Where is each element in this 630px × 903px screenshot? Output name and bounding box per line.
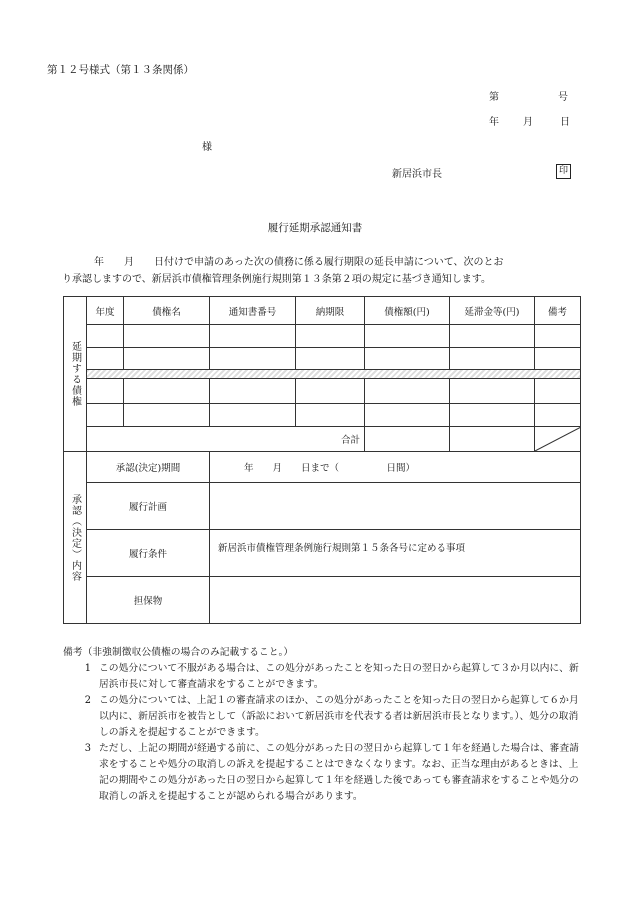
header-year: 年 (489, 117, 499, 128)
diagonal-line (535, 427, 581, 451)
table-row (64, 379, 581, 404)
form-number: 第１２号様式（第１３条関係） (47, 64, 194, 76)
issuer-name: 新居浜市長 (392, 169, 442, 180)
col-header-year: 年度 (87, 297, 124, 325)
total-amount (365, 427, 450, 452)
col-header-amount: 債権額(円) (365, 297, 450, 325)
plan-value (210, 483, 581, 530)
notes-section (63, 645, 585, 805)
intro-part2: り承認しますので、新居浜市債権管理条例施行規則第１３条第２項の規定に基づき通知します。 (62, 274, 491, 285)
omission-wave (64, 370, 581, 379)
collateral-value (210, 577, 581, 624)
header-day: 日 (560, 117, 570, 128)
total-late-fee (450, 427, 535, 452)
addressee-suffix: 様 (202, 142, 212, 153)
period-value: 年 月 日まで（ 日間） (210, 452, 581, 483)
conditions-value: 新居浜市債権管理条例施行規則第１５条各号に定める事項 (210, 530, 581, 577)
wave-break (87, 370, 580, 378)
period-label: 承認(決定)期間 (87, 452, 210, 483)
document-title: 履行延期承認通知書 (267, 222, 363, 234)
total-remarks-slash (535, 427, 581, 452)
header-go: 号 (558, 92, 568, 103)
plan-label: 履行計画 (87, 483, 210, 530)
total-row (64, 427, 581, 452)
header-dai: 第 (489, 92, 499, 103)
header-month: 月 (523, 117, 533, 128)
section-label-deferred: 延期する債権 (64, 297, 87, 452)
col-header-late-fee: 延滞金等(円) (450, 297, 535, 325)
conditions-label: 履行条件 (87, 530, 210, 577)
col-header-remarks: 備考 (535, 297, 581, 325)
table-row (64, 348, 581, 370)
note-item (63, 661, 585, 693)
note-text: この処分については、上記１の審査請求のほか、この処分があったことを知った日の翌日から起算して６か月以内に、新居浜市を被告として（訴訟において新居浜市を代表する者は新居浜市長となります。）、処分の取消しの訴えを提起することができます。 (99, 695, 579, 738)
total-label: 合計 (87, 427, 365, 452)
table-row (64, 325, 581, 348)
note-number: 1 (84, 663, 91, 674)
intro-part1: 年 月 日付けで申請のあった次の債務に係る履行期限の延長申請について、次のとお (94, 257, 504, 268)
note-number: 2 (84, 695, 91, 706)
seal-mark: 印 (556, 164, 571, 179)
note-item (63, 693, 585, 741)
col-header-notice-number: 通知書番号 (210, 297, 296, 325)
col-header-debt-name: 債権名 (124, 297, 210, 325)
note-text: ただし、上記の期間が経過する前に、この処分があった日の翌日から起算して１年を経過した場合は、審査請求をすることや処分の取消しの訴えを提起することはできなくなります。なお、正当な理由があるときは、上記の期間やこの処分があった日の翌日から起算して１年を経過した後であっても審査請求をすることや処分の取消しの訴えを提起することが認められる場合があります。 (99, 743, 579, 802)
note-text: この処分について不服がある場合は、この処分があったことを知った日の翌日から起算して３か月以内に、新居浜市長に対して審査請求をすることができます。 (99, 663, 579, 690)
intro-paragraph (62, 254, 582, 288)
collateral-label: 担保物 (87, 577, 210, 624)
section-label-approval: 承認（決定）内容 (64, 452, 87, 624)
note-number: 3 (84, 743, 91, 754)
notes-heading: 備考（非強制徴収公債権の場合のみ記載すること。） (63, 647, 294, 658)
debt-table (63, 296, 581, 624)
col-header-due-date: 納期限 (296, 297, 365, 325)
note-item (63, 741, 585, 805)
table-row (64, 404, 581, 427)
